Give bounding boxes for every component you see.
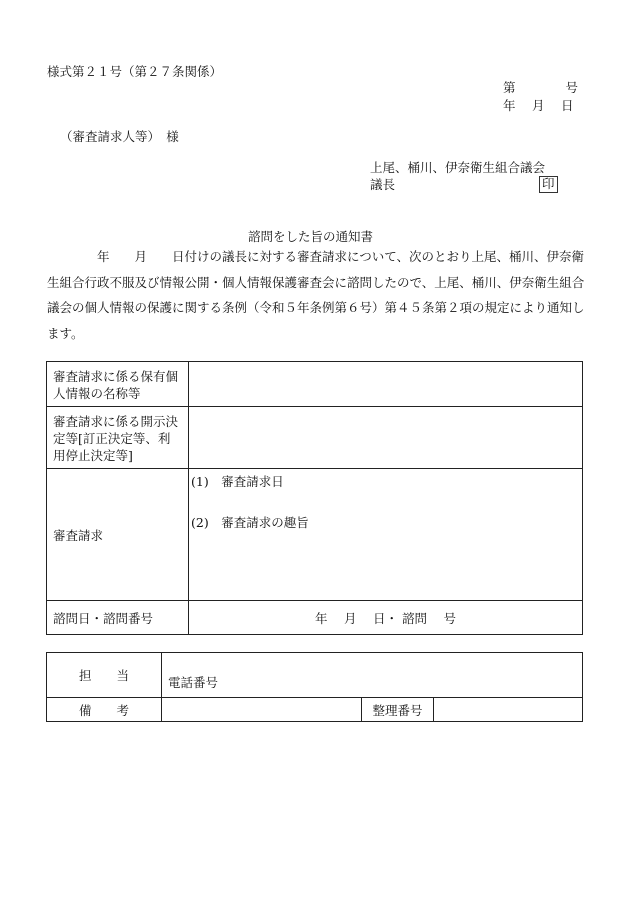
label-remarks: 備 考 [47, 698, 162, 722]
review-request-date: (1) 審査請求日 [191, 474, 284, 489]
label-reference-number: 整理番号 [362, 698, 434, 722]
value-consultation: 年 月 日・ 諮問 号 [189, 601, 583, 635]
footer-table [46, 652, 583, 722]
label-disclosure-decision: 審査請求に係る開示決定等[訂正決定等、利用停止決定等] [47, 407, 189, 469]
label-holding-info: 審査請求に係る保有個人情報の名称等 [47, 362, 189, 407]
form-number: 様式第２１号（第２７条関係） [47, 64, 223, 79]
value-remarks [162, 698, 362, 722]
issue-date: 年 月 日 [503, 98, 574, 113]
phone-label: 電話番号 [168, 675, 219, 690]
addressee: （審査請求人等） 様 [60, 129, 179, 144]
value-holding-info [189, 362, 583, 407]
sender-organization: 上尾、桶川、伊奈衛生組合議会 [370, 160, 546, 175]
document-number: 第 号 [503, 80, 579, 95]
document-title: 諮問をした旨の通知書 [248, 229, 374, 244]
review-request-purpose: (2) 審査請求の趣旨 [191, 515, 309, 530]
value-contact [162, 653, 583, 698]
label-consultation: 諮問日・諮問番号 [47, 601, 189, 635]
seal-mark: 印 [539, 176, 558, 193]
body-paragraph: 年 月 日付けの議長に対する審査請求について、次のとおり上尾、桶川、伊奈衛生組合行政不服及び情報公開・個人情報保護審査会に諮問したので、上尾、桶川、伊奈衛生組合議会の個人情報の保護に関する条例（令和５年条例第６号）第４５条第２項の規定により通知します。 [47, 249, 585, 341]
sender-title: 議長 [370, 177, 396, 192]
label-contact: 担 当 [47, 653, 162, 698]
value-disclosure-decision [189, 407, 583, 469]
value-review-request [189, 469, 583, 601]
label-review-request: 審査請求 [47, 469, 189, 601]
value-reference-number [434, 698, 583, 722]
main-table [46, 361, 583, 635]
